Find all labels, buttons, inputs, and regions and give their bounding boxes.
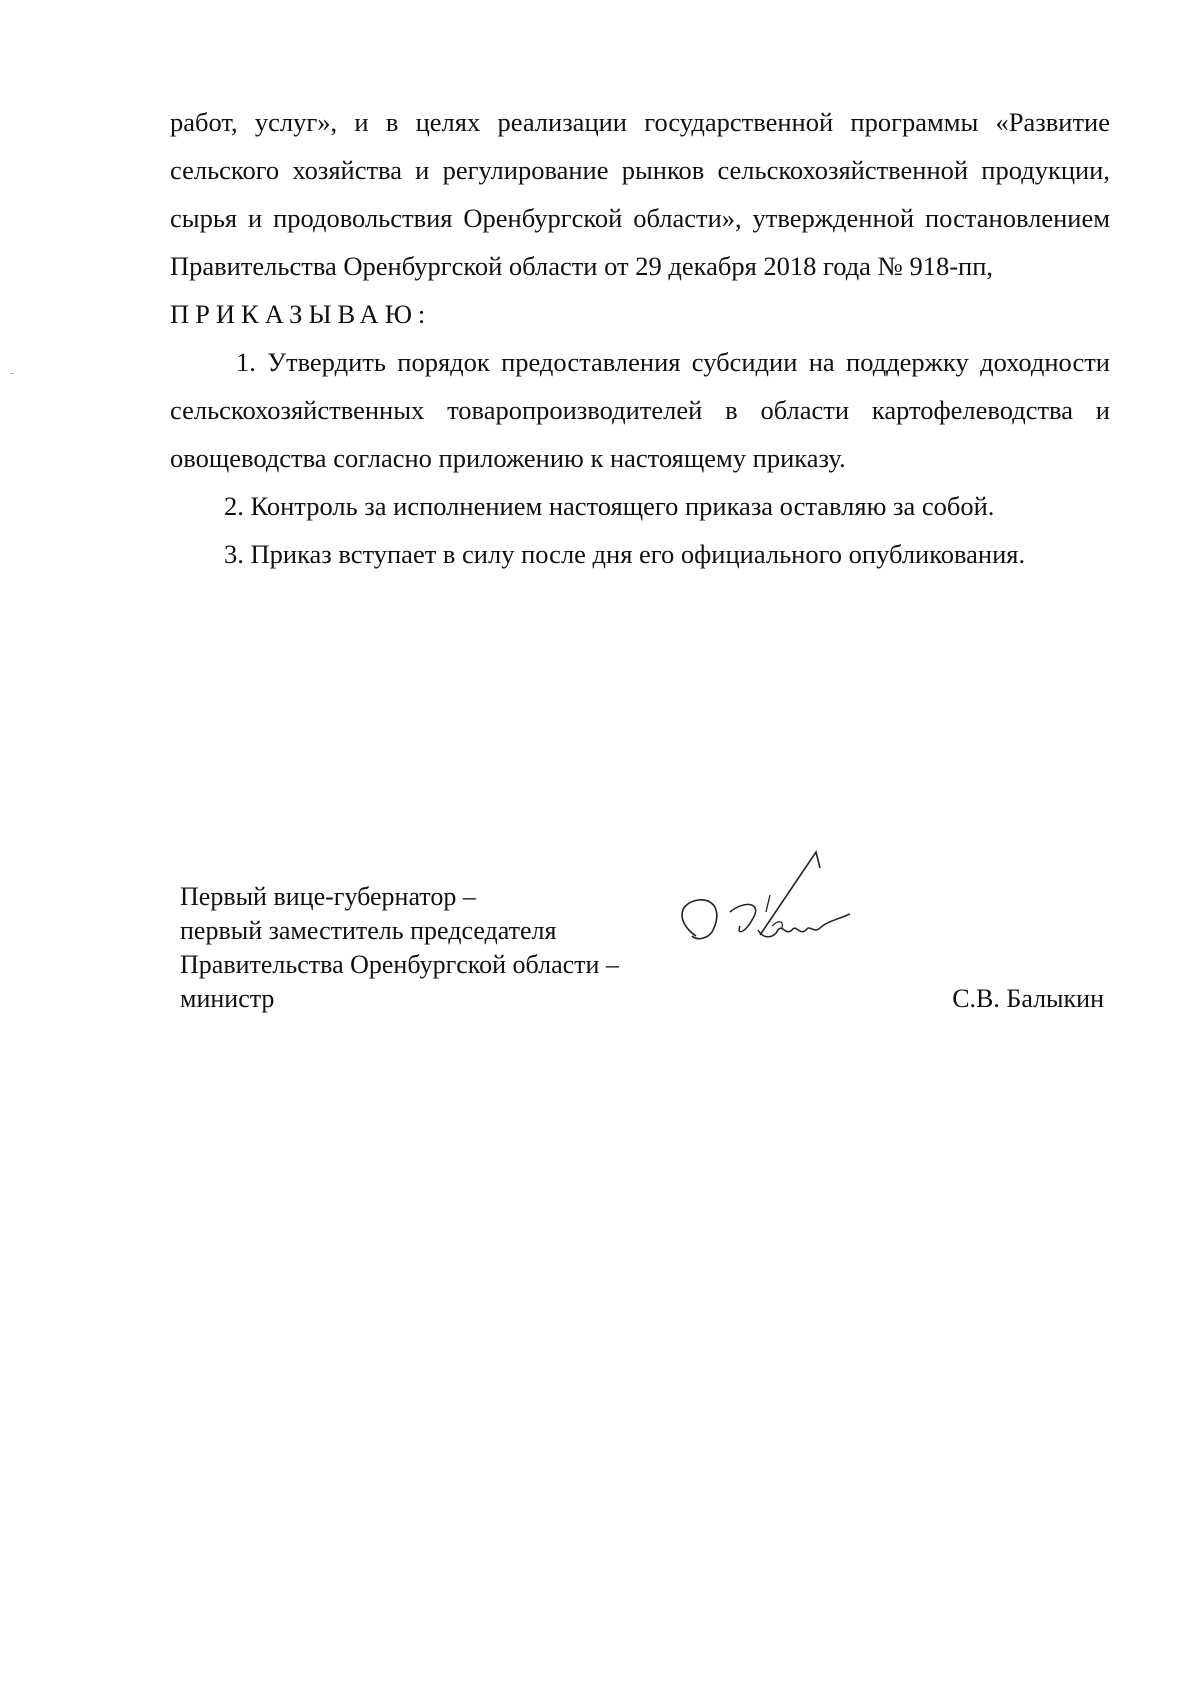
position-line-4: министр [180,984,275,1013]
handwritten-signature [640,840,880,990]
scan-margin-mark [10,373,14,374]
clause-1: 1. Утвердить порядок предоставления субсидии на поддержку доходности сельскохозяйственных товаропроизводителей в области картофелеводства и овощеводства согласно приложению к настоящему приказу. [170,347,1110,473]
signer-name: С.В. Балыкин [952,984,1104,1013]
position-line-1: Первый вице-губернатор – [180,882,476,911]
clause-3: 3. Приказ вступает в силу после дня его официального опубликования. [224,539,1026,569]
document-body [170,98,1110,578]
position-line-3: Правительства Оренбургской области – [180,950,619,979]
position-line-2: первый заместитель председателя [180,916,557,945]
clause-2: 2. Контроль за исполнением настоящего приказа оставляю за собой. [224,491,995,521]
preamble-paragraph: работ, услуг», и в целях реализации государственной программы «Развитие сельского хозяйства и регулирование рынков сельскохозяйственной продукции, сырья и продовольствия Оренбургской области», утвержденной постановлением Правительства Оренбургской области от 29 декабря 2018 года № 918-пп, [170,107,1110,281]
order-heading: ПРИКАЗЫВАЮ: [170,299,432,329]
signature-block [180,880,1110,1016]
